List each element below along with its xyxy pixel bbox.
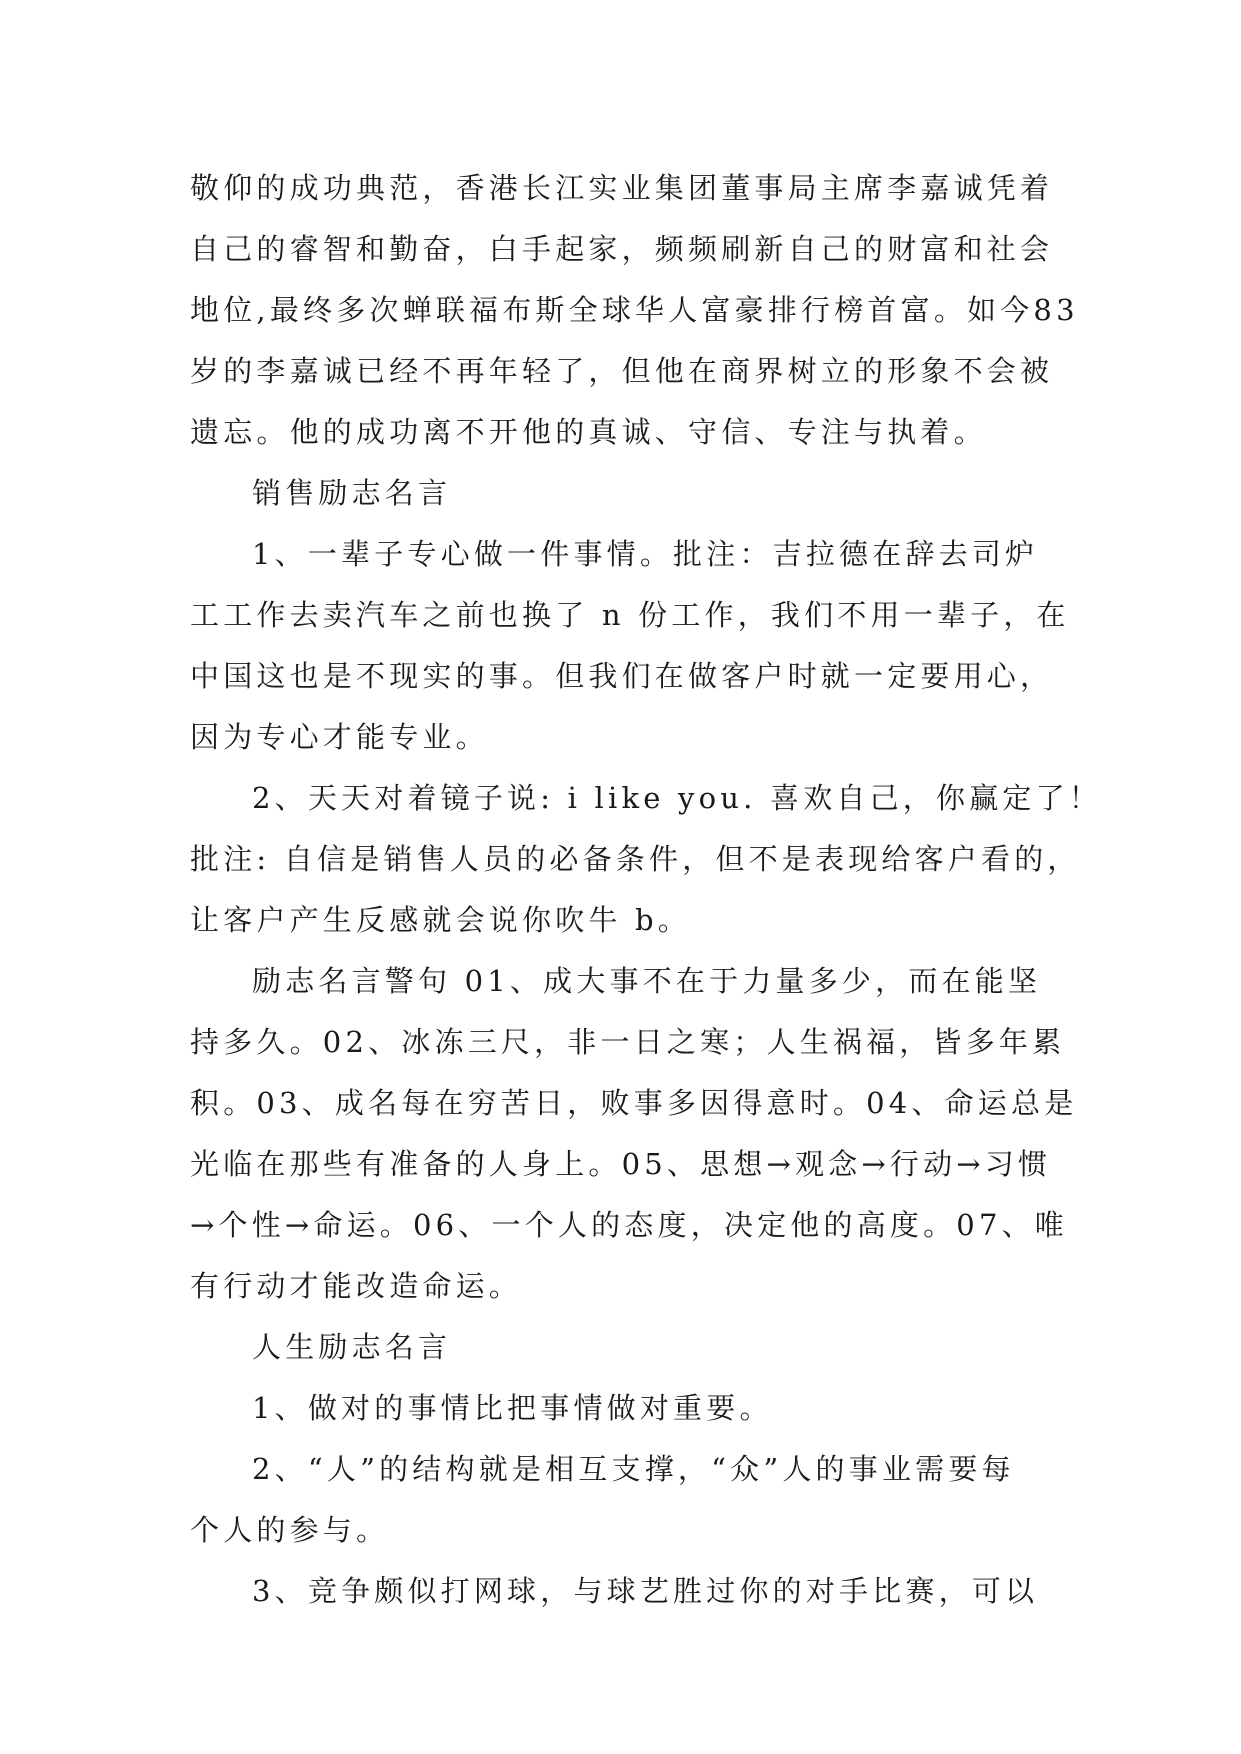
paragraph-line: 让客户产生反感就会说你吹牛 b。 bbox=[190, 903, 691, 937]
paragraph-line: 2、天天对着镜子说: i like you. 喜欢自己，你赢定了！ bbox=[252, 781, 1102, 815]
paragraph-line: 敬仰的成功典范，香港长江实业集团董事局主席李嘉诚凭着 bbox=[190, 171, 1054, 205]
paragraph-line: 工工作去卖汽车之前也换了 n 份工作，我们不用一辈子，在 bbox=[190, 598, 1070, 632]
paragraph-line: 2、“人”的结构就是相互支撑，“众”人的事业需要每 bbox=[252, 1452, 1015, 1486]
paragraph-line: →个性→命运。06、一个人的态度，决定他的高度。07、唯 bbox=[190, 1208, 1069, 1242]
paragraph-line: 地位,最终多次蝉联福布斯全球华人富豪排行榜首富。如今83 bbox=[190, 293, 1079, 327]
paragraph-line: 1、一辈子专心做一件事情。批注：吉拉德在辞去司炉 bbox=[252, 537, 1039, 571]
paragraph-line: 中国这也是不现实的事。但我们在做客户时就一定要用心， bbox=[190, 659, 1054, 693]
body-text bbox=[190, 158, 1102, 1622]
paragraph-line: 有行动才能改造命运。 bbox=[190, 1269, 523, 1303]
paragraph-line: 遗忘。他的成功离不开他的真诚、守信、专注与执着。 bbox=[190, 415, 987, 449]
paragraph-line: 励志名言警句 01、成大事不在于力量多少，而在能坚 bbox=[252, 964, 1042, 998]
paragraph-line: 持多久。02、冰冻三尺，非一日之寒；人生祸福，皆多年累 bbox=[190, 1025, 1066, 1059]
paragraph-line: 个人的参与。 bbox=[190, 1513, 390, 1547]
paragraph-line: 批注: 自信是销售人员的必备条件，但不是表现给客户看的， bbox=[190, 842, 1081, 876]
paragraph-line: 3、竞争颇似打网球，与球艺胜过你的对手比赛，可以 bbox=[252, 1574, 1039, 1608]
paragraph-line: 光临在那些有准备的人身上。05、思想→观念→行动→习惯 bbox=[190, 1147, 1052, 1181]
section-heading: 销售励志名言 bbox=[252, 476, 452, 510]
paragraph-line: 岁的李嘉诚已经不再年轻了，但他在商界树立的形象不会被 bbox=[190, 354, 1054, 388]
paragraph-line: 自己的睿智和勤奋，白手起家，频频刷新自己的财富和社会 bbox=[190, 232, 1054, 266]
section-heading: 人生励志名言 bbox=[252, 1330, 452, 1364]
paragraph-line: 1、做对的事情比把事情做对重要。 bbox=[252, 1391, 773, 1425]
paragraph-line: 积。03、成名每在穷苦日，败事多因得意时。04、命运总是 bbox=[190, 1086, 1078, 1120]
paragraph-line: 因为专心才能专业。 bbox=[190, 720, 489, 754]
